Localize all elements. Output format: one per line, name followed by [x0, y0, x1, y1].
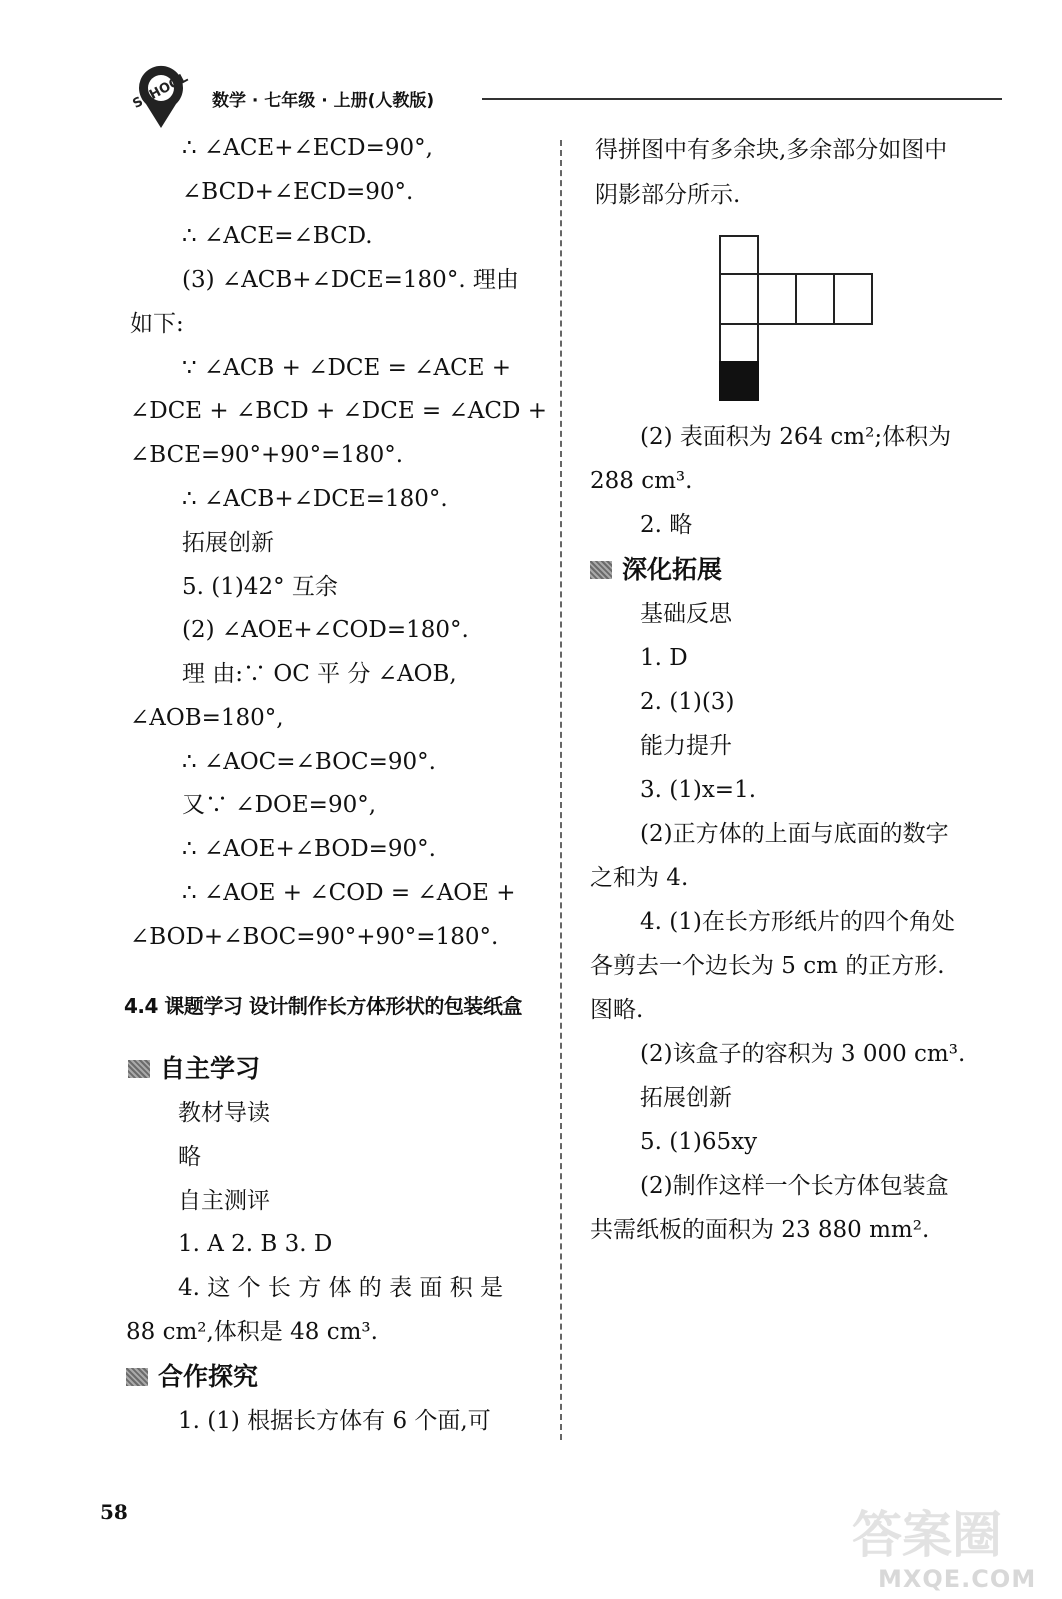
- net-square: [720, 274, 758, 324]
- text-line: 4. 这 个 长 方 体 的 表 面 积 是: [178, 1275, 504, 1301]
- section-heading: [590, 555, 722, 585]
- text-line: ∠BOD+∠BOC=90°+90°=180°.: [130, 924, 499, 950]
- section-heading: [128, 1054, 260, 1084]
- heading-box-icon: [590, 561, 612, 579]
- text-line: 基础反思: [640, 601, 732, 627]
- text-line: ∠BCD+∠ECD=90°.: [182, 179, 414, 205]
- text-line: ∠AOB=180°,: [130, 705, 284, 731]
- text-line: ∴ ∠AOE+∠BOD=90°.: [182, 836, 436, 862]
- text-line: 得拼图中有多余块,多余部分如图中: [595, 137, 948, 163]
- text-line: (2)制作这样一个长方体包装盒: [640, 1173, 949, 1199]
- heading-box-icon: [128, 1060, 150, 1078]
- text-line: 3. (1)x=1.: [640, 777, 757, 803]
- net-square: [796, 274, 834, 324]
- text-line: 自主测评: [178, 1188, 270, 1214]
- watermark-text: 答案圈: [852, 1506, 1002, 1564]
- text-line: ∴ ∠ACE+∠ECD=90°,: [182, 135, 433, 161]
- text-line: ∵ ∠ACB + ∠DCE = ∠ACE +: [182, 355, 512, 381]
- column-divider: [560, 140, 562, 1440]
- heading-text: 自主学习: [160, 1054, 261, 1083]
- text-line: (2)正方体的上面与底面的数字: [640, 821, 949, 847]
- text-line: ∴ ∠ACB+∠DCE=180°.: [182, 486, 448, 512]
- text-line: 理 由:∵ OC 平 分 ∠AOB,: [182, 661, 457, 687]
- net-square: [834, 274, 872, 324]
- section-heading: [126, 1362, 258, 1392]
- text-line: 拓展创新: [182, 530, 274, 556]
- text-line: 1. A 2. B 3. D: [178, 1231, 333, 1257]
- net-square: [720, 236, 758, 274]
- svg-text:SCHOOL: SCHOOL: [130, 70, 191, 112]
- text-line: (2)该盒子的容积为 3 000 cm³.: [640, 1041, 966, 1067]
- school-logo-icon: [126, 64, 196, 130]
- text-line: 2. (1)(3): [640, 689, 735, 715]
- net-square: [758, 274, 796, 324]
- text-line: 能力提升: [640, 733, 732, 759]
- watermark-url: MXQE.COM: [878, 1565, 1037, 1593]
- text-line: 阴影部分所示.: [595, 182, 741, 208]
- text-line: 5. (1)65xy: [640, 1129, 758, 1155]
- text-line: 拓展创新: [640, 1085, 732, 1111]
- text-line: 又∵ ∠DOE=90°,: [182, 792, 377, 818]
- text-line: 88 cm²,体积是 48 cm³.: [126, 1319, 378, 1345]
- text-line: 教材导读: [178, 1100, 270, 1126]
- text-line: 各剪去一个边长为 5 cm 的正方形.: [590, 953, 945, 979]
- text-line: (2) ∠AOE+∠COD=180°.: [182, 617, 469, 643]
- text-line: 之和为 4.: [590, 865, 689, 891]
- watermark-logo: [848, 1500, 1038, 1564]
- heading-text: 深化拓展: [622, 555, 723, 584]
- net-square: [720, 324, 758, 362]
- text-line: (2) 表面积为 264 cm²;体积为: [640, 424, 952, 450]
- page-number: 58: [100, 1500, 128, 1524]
- text-line: 共需纸板的面积为 23 880 mm².: [590, 1217, 930, 1243]
- text-line: 1. D: [640, 645, 688, 671]
- net-diagram: [718, 234, 876, 404]
- text-line: 5. (1)42° 互余: [182, 574, 338, 600]
- text-line: ∴ ∠ACE=∠BCD.: [182, 223, 373, 249]
- text-line: (3) ∠ACB+∠DCE=180°. 理由: [182, 267, 519, 293]
- text-line: ∴ ∠AOC=∠BOC=90°.: [182, 749, 436, 775]
- section-title: 4.4 课题学习 设计制作长方体形状的包装纸盒: [124, 994, 522, 1018]
- text-line: 如下:: [130, 311, 184, 337]
- text-line: ∠BCE=90°+90°=180°.: [130, 442, 404, 468]
- header-rule: [482, 98, 1002, 100]
- net-shaded-square: [720, 362, 758, 400]
- text-line: 2. 略: [640, 512, 693, 538]
- text-line: 288 cm³.: [590, 468, 693, 494]
- header-title: 数学 · 七年级 · 上册(人教版): [212, 91, 435, 111]
- text-line: 略: [178, 1144, 201, 1170]
- text-line: 图略.: [590, 997, 644, 1023]
- text-line: ∴ ∠AOE + ∠COD = ∠AOE +: [182, 880, 516, 906]
- heading-text: 合作探究: [158, 1362, 259, 1391]
- text-line: 1. (1) 根据长方体有 6 个面,可: [178, 1408, 491, 1434]
- text-line: 4. (1)在长方形纸片的四个角处: [640, 909, 955, 935]
- text-line: ∠DCE + ∠BCD + ∠DCE = ∠ACD +: [130, 398, 548, 424]
- heading-box-icon: [126, 1368, 148, 1386]
